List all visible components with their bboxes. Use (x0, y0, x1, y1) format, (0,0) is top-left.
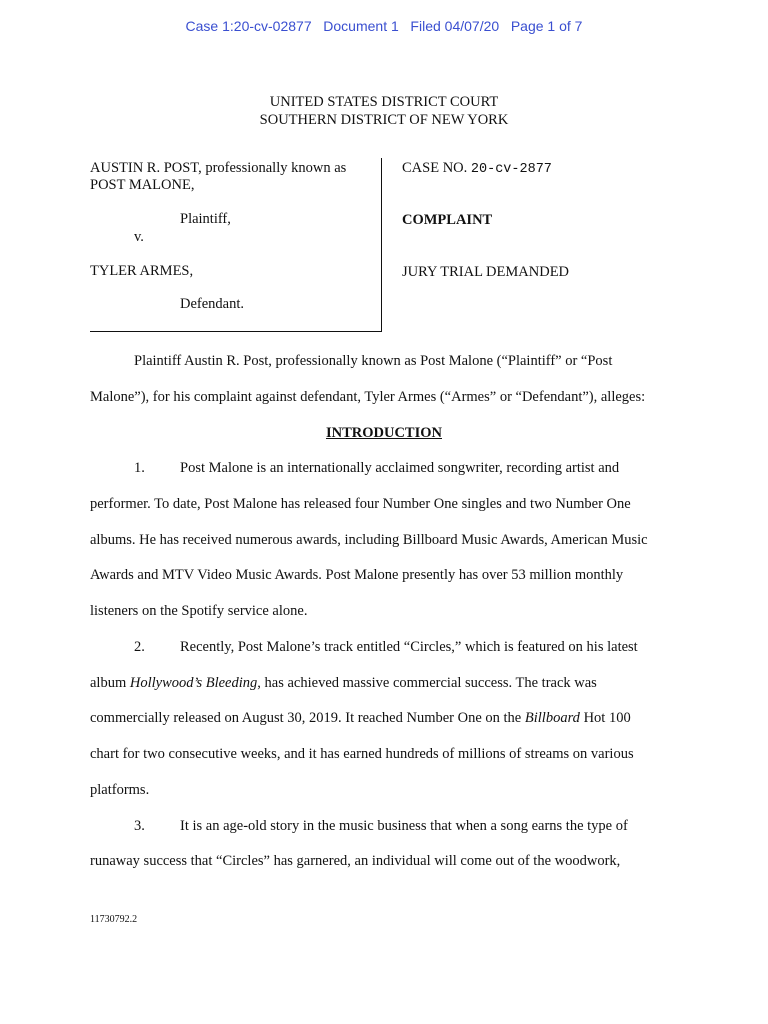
caption-horizontal-rule (90, 331, 382, 332)
paragraph-2-line-1: Recently, Post Malone’s track entitled “Circles,” which is featured on his latest (180, 639, 638, 655)
section-heading: INTRODUCTION (325, 425, 442, 441)
case-number-label: CASE NO. (402, 160, 468, 176)
plaintiff-name-line-1: AUSTIN R. POST, professionally known as (90, 160, 347, 176)
paragraph-2-number: 2. (134, 639, 145, 655)
case-number (402, 160, 552, 177)
paragraph-3-line-2: runaway success that “Circles” has garnered, an individual will come out of the woodwork, (90, 853, 621, 869)
defendant-name: TYLER ARMES, (90, 263, 194, 279)
paragraph-2-line-5: platforms. (90, 782, 150, 798)
court-line-2: SOUTHERN DISTRICT OF NEW YORK (259, 112, 509, 128)
paragraph-2-line-3-b: Hot 100 (579, 710, 631, 726)
paragraph-2-line-2-b: , has achieved massive commercial success. The track was (257, 675, 597, 691)
plaintiff-role: Plaintiff, (180, 211, 231, 227)
paragraph-3-number: 3. (134, 818, 145, 834)
chart-name: Billboard (524, 710, 580, 726)
paragraph-2-line-2-a: album (90, 675, 130, 691)
court-line-1: UNITED STATES DISTRICT COURT (269, 94, 499, 110)
album-title: Hollywood’s Bleeding (129, 675, 258, 691)
intro-line-2: Malone”), for his complaint against defendant, Tyler Armes (“Armes” or “Defendant”), alleges: (90, 389, 646, 405)
paragraph-2-line-4: chart for two consecutive weeks, and it has earned hundreds of millions of streams on various (90, 746, 634, 762)
paragraph-1-line-5: listeners on the Spotify service alone. (90, 603, 308, 619)
paragraph-3-line-1: It is an age-old story in the music business that when a song earns the type of (180, 818, 628, 834)
plaintiff-name-line-2: POST MALONE, (90, 177, 195, 193)
court-name (0, 93, 768, 129)
defendant-role: Defendant. (180, 296, 245, 312)
document-id-footer: 11730792.2 (90, 914, 138, 925)
paragraph-2-line-2 (90, 675, 597, 692)
paragraph-2-line-3 (90, 710, 631, 727)
document-title: COMPLAINT (402, 212, 493, 228)
paragraph-2-line-3-a: commercially released on August 30, 2019. It reached Number One on the (90, 710, 525, 726)
paragraph-1-number: 1. (134, 460, 145, 476)
caption-vertical-rule (381, 158, 382, 332)
paragraph-1-line-4: Awards and MTV Video Music Awards. Post Malone presently has over 53 million monthly (90, 567, 624, 583)
paragraph-1-line-2: performer. To date, Post Malone has released four Number One singles and two Number One (90, 496, 631, 512)
case-number-value: 20-cv-2877 (470, 162, 552, 177)
jury-demand: JURY TRIAL DEMANDED (402, 264, 570, 280)
versus-label: v. (134, 229, 144, 245)
paragraph-1-line-3: albums. He has received numerous awards, including Billboard Music Awards, American Music (90, 532, 648, 548)
paragraph-1-line-1: Post Malone is an internationally acclaimed songwriter, recording artist and (180, 460, 620, 476)
intro-line-1: Plaintiff Austin R. Post, professionally known as Post Malone (“Plaintiff” or “Post (134, 353, 613, 369)
ecf-filing-header: Case 1:20-cv-02877 Document 1 Filed 04/07/20 Page 1 of 7 (185, 18, 583, 34)
